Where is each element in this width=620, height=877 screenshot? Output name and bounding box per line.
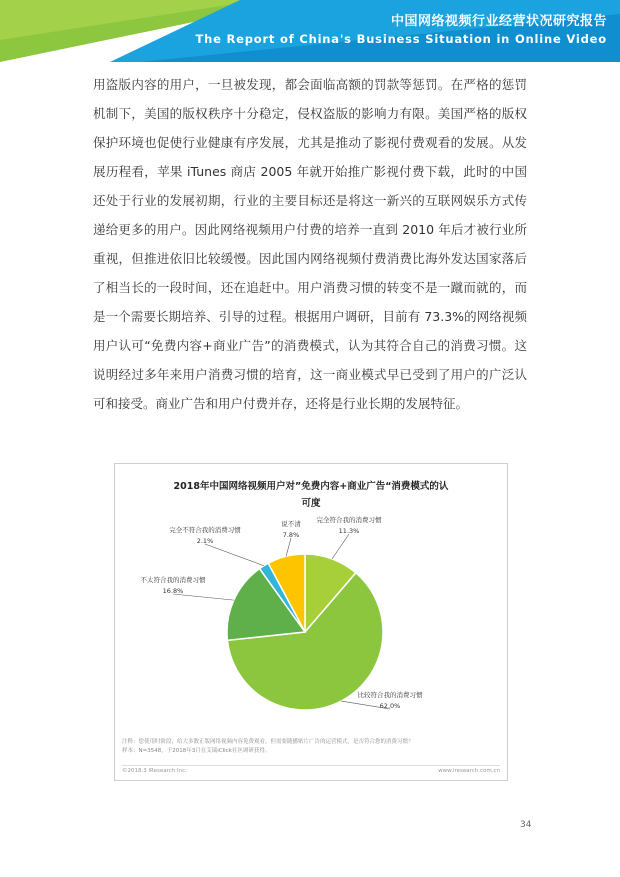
chart-note-text: 注释：您使用时阶段，给大多数正版网络视频内容免费观看，但需要随播贴片广告的运营模式，是否符合您的消费习惯？ 样本：N=3548，于2018年3月在艾瑞iClick社区调研获得。 bbox=[122, 739, 414, 754]
header-title-en: The Report of China's Business Situation in Online Video bbox=[195, 32, 607, 46]
pie-slice-label: 说不清 bbox=[281, 520, 301, 528]
chart-footer-divider bbox=[122, 765, 500, 766]
pie-slice-label: 比较符合我的消费习惯 bbox=[357, 691, 423, 699]
pie-slice-label: 完全不符合我的消费习惯 bbox=[169, 526, 241, 534]
chart-copyright: ©2018.3 iResearch Inc. bbox=[122, 768, 187, 774]
pie-slice-value: 62.0% bbox=[379, 702, 401, 710]
pie-leader-line bbox=[286, 538, 291, 556]
pie-slice-value: 16.8% bbox=[162, 587, 184, 595]
chart-source-url: www.iresearch.com.cn bbox=[438, 768, 500, 774]
chart-note bbox=[122, 738, 502, 756]
paragraph: 用盗版内容的用户，一旦被发现，都会面临高额的罚款等惩罚。在严格的惩罚机制下，美国的版权秩序十分稳定，侵权盗版的影响力有限。美国严格的版权保护环境也促使行业健康有序发展，尤其是推动了影视付费观看的发展。从发展历程看，苹果 iTunes 商店 2005 年就开始推广影视付费下载，此时的中国还处于行业的发展初期，行业的主要目标还是将这一新兴的互联网娱乐方式传递给更多的用户。因此网络视频用户付费的培养一直到 2010 年后才被行业所重视，但推进依旧比较缓慢。因此国内网络视频付费消费比海外发达国家落后了相当长的一段时间，还在追赶中。用户消费习惯的转变不是一蹴而就的，而是一个需要长期培养、引导的过程。根据用户调研，目前有 73.3%的网络视频用户认可“免费内容+商业广告”的消费模式，认为其符合自己的消费习惯。这说明经过多年来用户消费习惯的培育，这一商业模式早已受到了用户的广泛认可和接受。商业广告和用户付费并存，还将是行业长期的发展特征。 bbox=[93, 77, 527, 411]
pie-leader-line bbox=[205, 544, 264, 566]
page-header bbox=[0, 0, 620, 62]
pie-slice-label: 完全符合我的消费习惯 bbox=[316, 516, 382, 524]
pie-slice-value: 11.3% bbox=[338, 527, 360, 535]
page-number: 34 bbox=[520, 820, 532, 830]
pie-chart bbox=[115, 464, 507, 734]
pie-slice-value: 2.1% bbox=[196, 537, 214, 545]
pie-slice-value: 7.8% bbox=[282, 531, 300, 539]
pie-slice-label: 不太符合我的消费习惯 bbox=[140, 576, 206, 584]
chart-title-line2: 可度 bbox=[301, 498, 321, 509]
chart-title-line1: 2018年中国网络视频用户对”免费内容+商业广告“消费模式的认 bbox=[173, 481, 449, 492]
body-text bbox=[93, 70, 527, 418]
pie-leader-line bbox=[332, 534, 349, 559]
header-title-cn: 中国网络视频行业经营状况研究报告 bbox=[390, 14, 607, 29]
chart-panel bbox=[114, 463, 508, 781]
